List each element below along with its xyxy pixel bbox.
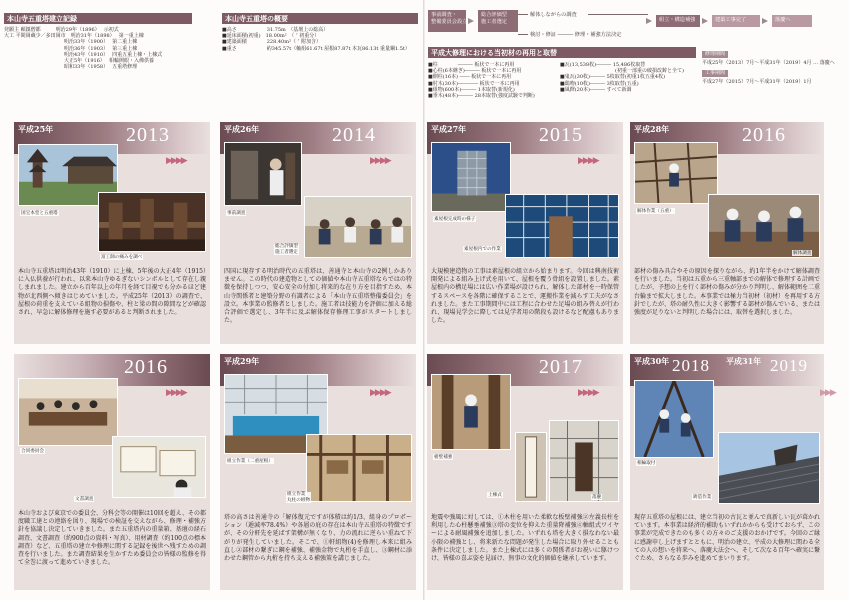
photo-dismantle-survey	[708, 194, 820, 258]
era-label-2: 平成31年	[726, 356, 762, 366]
year-label-2: 2019	[770, 356, 808, 375]
timeline-arrows: ▶▶▶▶	[370, 156, 390, 166]
photo-caption: 相輪取付	[637, 461, 656, 466]
flow-box-selection: 総合評価型 施工者選定	[478, 10, 518, 32]
photo-caption: 落慶	[592, 495, 602, 500]
flow-arrow	[646, 18, 652, 24]
year-label: 2016	[742, 124, 786, 146]
panel-body-text: 塔の高さは善通寺の「解体復元ですが体積は約1/3、組身のプロポーション（逓減率78.4%）や各層の庇の存在は本山寺五重塔の特徴ですが、その分軒先を延ばす架構が無くなり、力の流れに逆らい重ねて下がりが発生していました。そこで、①軒組物(4)を修理し本来に組み直し②部材の繋ぎに鋼を補強、補強金物で丸桁を手直し、③鋼材に添わせた鋼管から丸桁を持ち支える補強策を講じました。	[224, 514, 412, 563]
year-label: 2013	[126, 124, 170, 146]
panel-body-text: 本山寺五重塔は明治43年（1910）に上棟、5年後の大正4年（1915）に入仏供養が行われ、以来本山寺ゆるぎないシンボルとして存在し親しまれました。建立から百年以上の年月を経て目視でも分かるほど建物が北西側へ傾きはじめていました。平成25年（2013）の調査で、屋根の荷重を支えている組物の損傷や、柱と梁の間の隙間などが確認され、早急に解体修理を施す必要があると判断されました。	[18, 268, 206, 317]
panel-2018-2019	[630, 354, 824, 590]
flow-step-design: 検討・修証 ――― 修理・補強方法決定	[530, 32, 622, 38]
era-label: 平成29年	[224, 356, 260, 366]
photo-caption: 板壁補強	[434, 455, 453, 460]
reuse-title: 平成大修理における当初材の再用と取替	[428, 47, 696, 58]
panel-body-text: 部材の傷み具合やその原因を探りながら、約1年半をかけて解体調査を行いました。当初は五重から三重軸部までの解体で修理する計画でしたが、予想の上を行く部材の傷みが分かり判明し、解体範囲を二重台輪まで拡大しました。本事業では極力当初材（初材）を再用する方針でしたが、塔の耐久性に大きく影響する部材が傷んでいる、または強度が足りないと判明した場合には、取替を選択しました。	[634, 268, 821, 317]
overview-title: 本山寺五重塔の概要	[222, 13, 418, 24]
photo-caption: 事前調査	[227, 211, 246, 216]
timeline-arrows: ▶▶▶▶	[166, 156, 186, 166]
timeline-arrows: ▶▶▶	[820, 388, 835, 398]
year-label: 2018	[672, 356, 710, 375]
photo-caption: 素屋根内での作業	[464, 247, 501, 252]
flow-box-complete: 建築工事完了	[712, 15, 760, 27]
construction-period-label: 工事期間	[702, 70, 728, 77]
era-label: 平成28年	[634, 124, 670, 134]
overview-rows: ■高さ 31.75m （基壇上の総高） ■延床面積(初重) 18.00m² （ ″ 初重分） ■建築面積 228.40m²（ ″ 附加含） ■重さ 約345.57t（軸組61.67t 屋根87.87t 本瓦86.13t 重量鋼1.5t）	[222, 27, 410, 52]
photo-caption: 合同委員会	[21, 449, 44, 454]
photo-ceremony	[515, 432, 547, 502]
year-label: 2017	[539, 356, 583, 378]
photo-wall-reinforce	[431, 374, 511, 450]
photo-document-survey	[112, 436, 206, 498]
reuse-left: ■柱 ――― 板状で一本に再用 ■心柱(6本継ぎ)――― 板状で一本に再用 ■側柱(16本) ―― 板状で一本に再用 ■肘木(30本)―――― 板状で一本に再用 ■組物(600本)――― 1本取替(新規化) ■垂木(48本)――― 28本取替(強度試験で判断)	[428, 62, 535, 100]
construction-period-text: 平成27年（2015）7月〜平成31年（2019）1月	[702, 79, 812, 85]
photo-roof-finish	[718, 432, 820, 504]
photo-completion	[549, 420, 619, 502]
flow-arrow	[468, 18, 474, 24]
photo-bracket-survey	[98, 192, 206, 252]
timeline-arrows: ▶▶▶▶	[578, 156, 598, 166]
photo-caption: 国宝本堂と五重塔	[21, 211, 58, 216]
era-label: 平成25年	[18, 124, 54, 134]
photo-caption: 鋳造作業	[693, 495, 712, 500]
page-fold	[423, 0, 425, 600]
era-label: 平成27年	[431, 124, 467, 134]
panel-body-text: 現存五重塔の屋根には、建立当初の古瓦と並んで真新しい瓦が葺かれています。本事業は経済的補助もいずれかからも受けておらず、この事業が完成できたのも多くの方々のご支援のおかげです。今回のご縁に感謝申し上げますとともに、明治の建立、平成の大修理に関わる全ての人の想いを将来へ、落慶大法会へ、そして次なる百年へ確実に繋ぐため、さらなる歩みを進めてまいります。	[634, 514, 821, 563]
year-label: 2014	[332, 124, 376, 146]
panel-body-text: 四国に現存する明治時代の五重塔は、善通寺と本山寺の2例しかありません。この時代の建造物としての価値や本山寺五重塔ならではの特徴を保持しつつ、安心安全の付加し将来的な在り方を目指すため、本山寺関係者と建築分野の有識者による「本山寺五重塔整備委員会」を設立。本事業の監修者としました。施工者は技能力を評価に加える総合評価で選定し、3年半に及ぶ解体保存修理工事がスタートしました。	[224, 268, 412, 325]
flow-arrow	[762, 18, 768, 24]
photo-caption: 文書調査	[75, 497, 94, 502]
photo-caption: 上棟式	[488, 493, 502, 498]
photo-scaffold-exterior	[431, 142, 511, 212]
flow-step-dismantle: 解体しながらの調査	[530, 12, 577, 18]
year-label: 2015	[539, 124, 583, 146]
flow-line-mid	[588, 14, 648, 15]
photo-caption: 総合評価型 施工者選定	[275, 244, 298, 255]
panel-2016-dismantle	[630, 122, 824, 344]
flow-box-assembly: 組立・構造補強	[656, 15, 700, 27]
history-title: 本山寺五重塔建立記録	[4, 13, 192, 24]
photo-scaffold-interior	[505, 194, 619, 258]
panel-body-text: 地震や強風に対しては、①木柱を用いた柔軟な板壁補強②左義長柱を利用した心柱懸垂補強③塔の変位を抑えた重量降補強④軸組式ワイヤーによる耐風補強を追加しました。いずれも塔を大きく損なわない最小限の補強とし、将来新たな問題が発生した場合に取り外せることも条件に決定しました。また上棟式には多くの関係者がお祝いに駆けつけ、皆様の喜ぶ姿を見届け、無事の文化的価値を継承しています。	[431, 514, 619, 563]
repair-period-text: 平成25年（2013）7月〜平成31年（2019）4月 … 落慶へ	[702, 60, 835, 66]
photo-caption: 組立作業 丸柱の組物	[287, 492, 310, 503]
photo-pre-survey	[224, 142, 302, 206]
timeline-arrows: ▶▶▶▶	[166, 388, 186, 398]
panel-body-text: 大規模建造物の工事は素屋根の組立から始まります。今回は興南技術開発による組み上げ式を用いて、屋根を覆う骨組を設置しました。素屋根内の構足場には広い作業場が設けられ、解体した部材を一時保管するスペースを各階に確保することで、運搬作業を減らす工夫がなされました。また工事期間中には工程に合わせた足場の組み替えが行われ、現場見学会に際しては見学者用の階段も設けるなど配慮もありました。	[431, 268, 619, 325]
photo-caption: 解体作業（五重）	[637, 209, 674, 214]
photo-contractor-meeting	[304, 196, 412, 258]
photo-caption: 解体調査	[793, 251, 812, 256]
photo-caption: 富工師の痛みを調べ	[101, 255, 143, 260]
repair-period-label: 修理期間	[702, 51, 728, 58]
panel-body-text: 本山寺および東京での委員会、分科会等の開催は10回を超え、その都度職工達との連絡を図り、現場での検証を交えながら、修理・補強方針を協議し決定していきました。また五重塔内の重量箱、基壇の経石調査、文書調査（約900点の資料・写真）、用材調査（約100点の標本調査）など、五重塔の建立や修理に関する記録を後世へ残すための調査を行いました。また調査結果を生かすため委員会の皆様の監修を得て全巻に渡って進めていきました。	[18, 510, 206, 567]
flow-box-survey: 事前調査・ 整備委員会設立	[428, 10, 466, 32]
photo-dismantle	[634, 142, 718, 204]
photo-caption: 素屋根完成時の様子	[434, 217, 476, 222]
reuse-right: ■瓦(13,538枚)――― 15,486枚取替 (初重一部重の破損改鋳と全て) ■鬼瓦(30枚)――― 5枚取替(初重1枚五重4枚) ■鴟吻(10枚)――― 3枚取替(五重) ■風鐸(20本)――― すべて新調	[560, 62, 684, 93]
flow-box-rakkei: 落慶へ	[772, 15, 812, 27]
timeline-arrows: ▶▶▶▶	[578, 388, 598, 398]
history-rows: 発願主 頼鎮僧都 明治29年（1896） 示初式 大工 平間岡蔵少／多田岡市 明治31年（1898） 第一重上棟 明治33年（1900） 第二重上棟 明治36年（1903） 第三重上棟 明治43年（1910） 四重五重上棟・上棟式 大正5年（1916） 相輪開眼・入佛供養 昭和33年（1958） 五重塔修理	[4, 27, 163, 71]
timeline-arrows: ▶▶▶▶	[370, 388, 390, 398]
era-label: 平成30年	[634, 356, 670, 366]
photo-spire-install	[634, 380, 714, 458]
flow-arrow	[702, 18, 708, 24]
photo-assembly-brackets	[306, 434, 412, 502]
photo-caption: 組立作業（二重屋根）	[227, 459, 273, 464]
flow-line-bottom	[518, 34, 528, 35]
era-label: 平成26年	[224, 124, 260, 134]
flow-line-top	[518, 14, 528, 15]
year-label: 2016	[124, 356, 168, 378]
photo-joint-committee	[18, 378, 118, 446]
